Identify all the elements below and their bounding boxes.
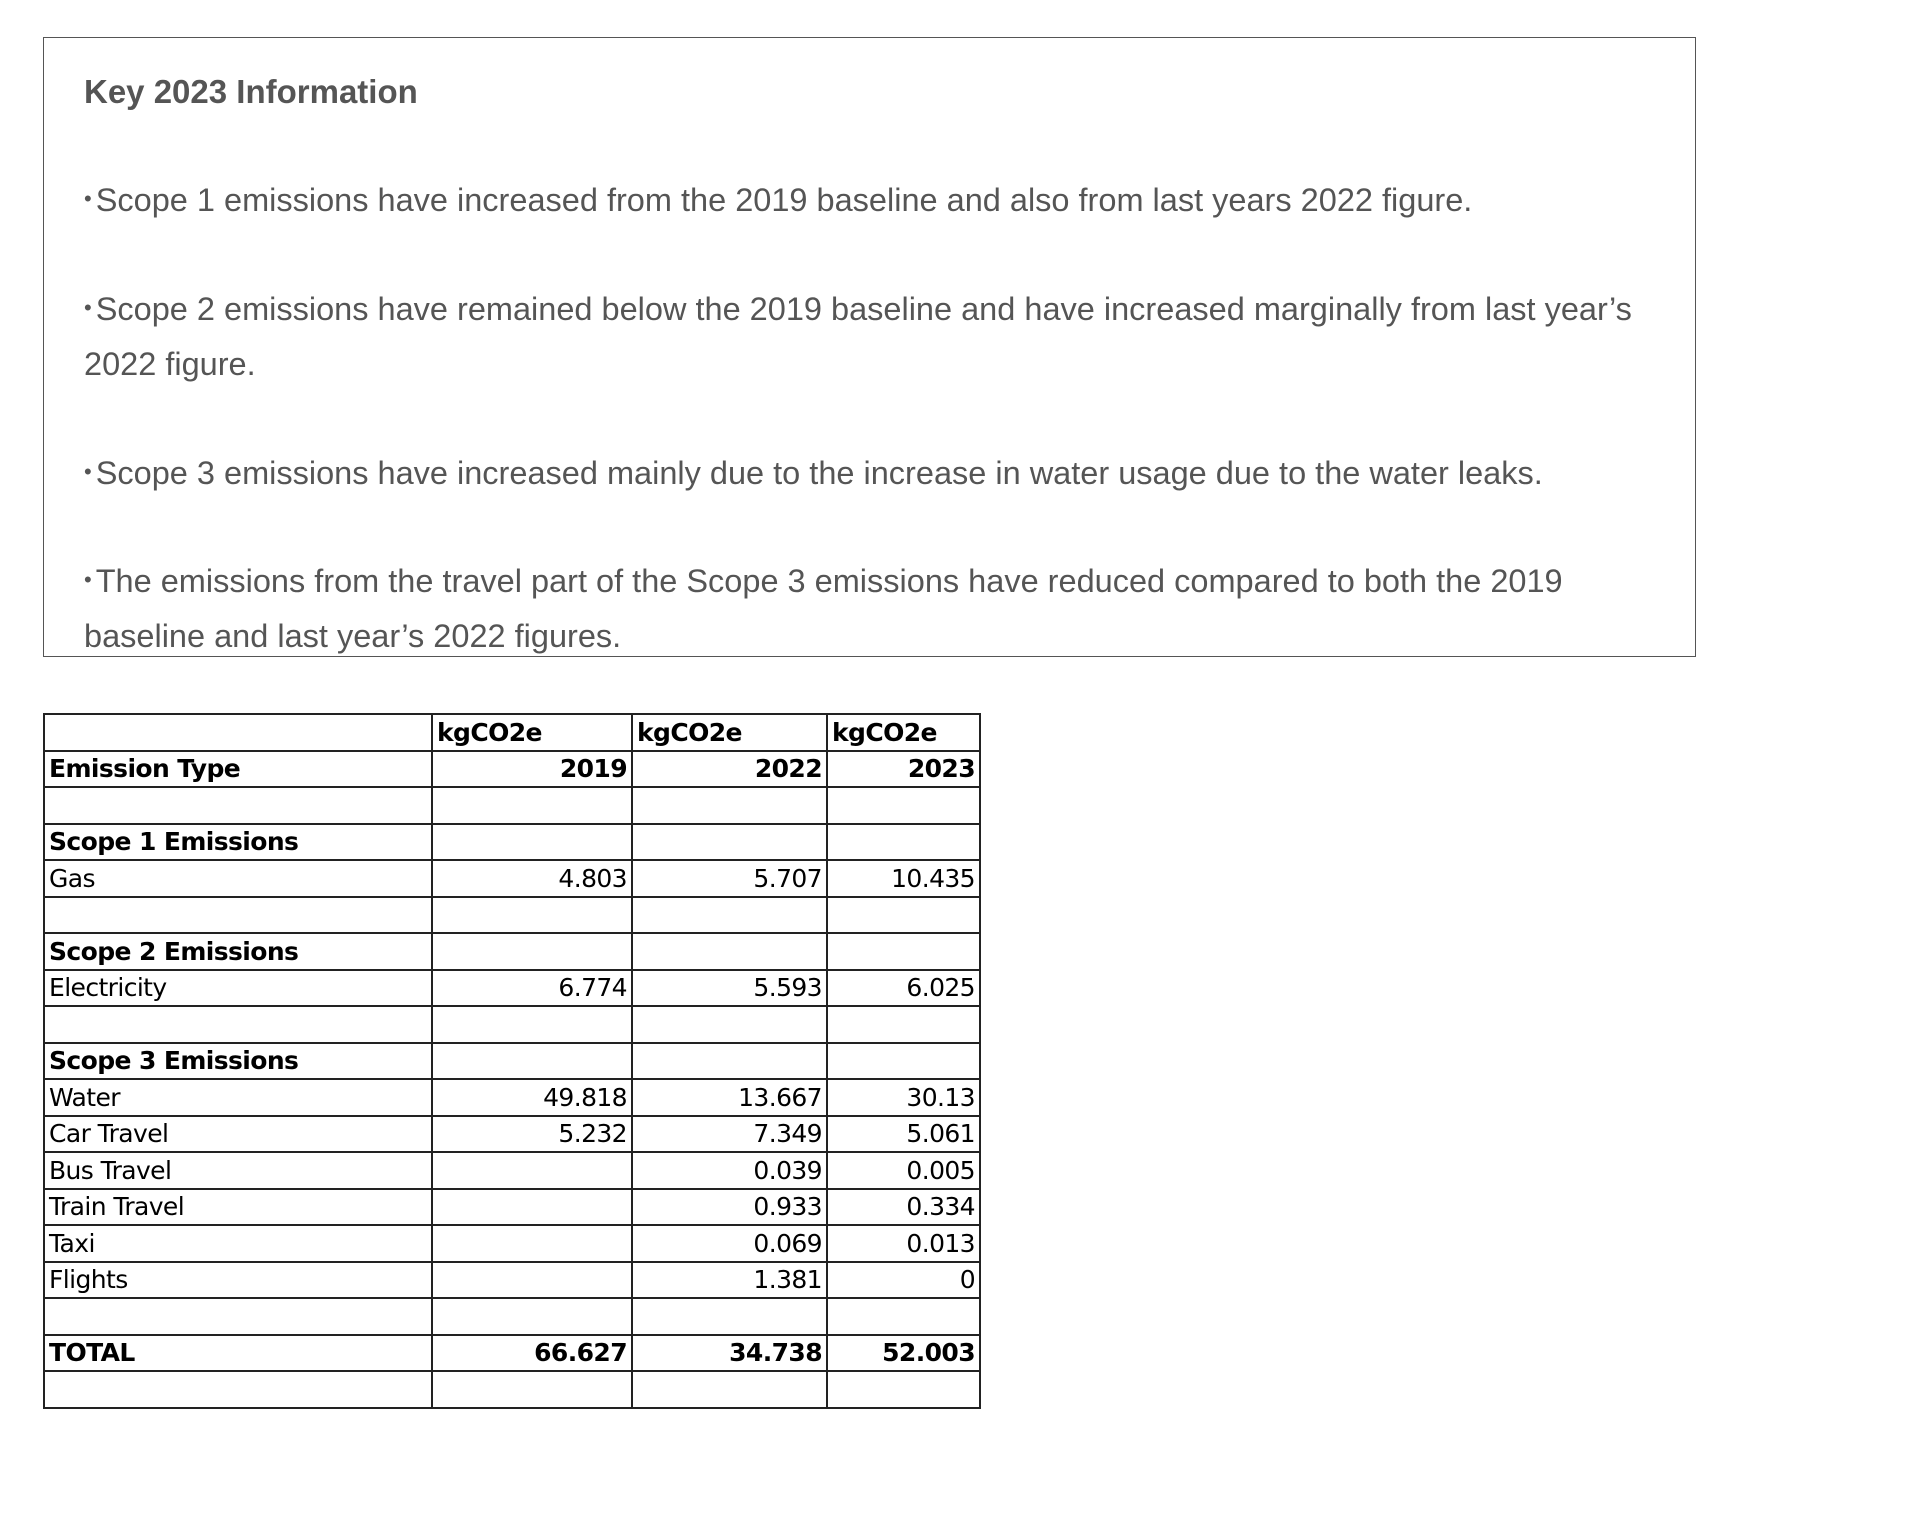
value-cell [432,1189,632,1226]
table-row [44,1079,980,1116]
info-bullet [84,553,1664,663]
value-cell: 5.593 [632,970,827,1007]
table-row [44,1189,980,1226]
row-label-cell: Scope 2 Emissions [44,933,432,970]
row-label-cell: TOTAL [44,1335,432,1372]
bullet-text: Scope 2 emissions have remained below the 2019 baseline and have increased marginally from last year’s 2022 figure. [84,291,1632,382]
value-cell: 0.039 [632,1152,827,1189]
value-cell: 34.738 [632,1335,827,1372]
value-cell: 0.069 [632,1225,827,1262]
table-row [44,1262,980,1299]
column-header-emission-type: Emission Type [44,751,432,788]
row-label-cell [44,1298,432,1335]
unit-cell [44,714,432,751]
value-cell [432,824,632,861]
row-label-cell: Electricity [44,970,432,1007]
table-row [44,970,980,1007]
table-row [44,860,980,897]
value-cell [632,1043,827,1080]
value-cell [827,1006,980,1043]
row-label-cell [44,1371,432,1408]
row-label-cell: Scope 1 Emissions [44,824,432,861]
table-row [44,1298,980,1335]
value-cell [632,1371,827,1408]
value-cell [632,824,827,861]
value-cell: 10.435 [827,860,980,897]
value-cell [432,1006,632,1043]
table-row [44,1371,980,1408]
value-cell [632,1298,827,1335]
info-bullet [84,281,1664,391]
value-cell: 5.061 [827,1116,980,1153]
row-label-cell [44,1006,432,1043]
unit-cell: kgCO2e [432,714,632,751]
table-row [44,933,980,970]
emissions-table [43,713,981,1409]
value-cell: 52.003 [827,1335,980,1372]
value-cell [827,1043,980,1080]
value-cell [432,1262,632,1299]
table-row [44,1335,980,1372]
row-label-cell [44,787,432,824]
value-cell: 5.232 [432,1116,632,1153]
value-cell [827,1298,980,1335]
table-row [44,1116,980,1153]
bullet-dot: • [84,459,92,484]
value-cell: 49.818 [432,1079,632,1116]
row-label-cell: Bus Travel [44,1152,432,1189]
value-cell [432,1152,632,1189]
unit-cell: kgCO2e [632,714,827,751]
value-cell [827,933,980,970]
value-cell [432,787,632,824]
bullet-text: Scope 1 emissions have increased from the 2019 baseline and also from last years 2022 figure. [95,182,1473,218]
value-cell [827,897,980,934]
value-cell [827,1371,980,1408]
column-header-year: 2019 [432,751,632,788]
table-row [44,1006,980,1043]
table-row [44,787,980,824]
value-cell: 6.025 [827,970,980,1007]
info-bullet [84,445,1664,501]
table-row [44,824,980,861]
value-cell: 5.707 [632,860,827,897]
row-label-cell: Taxi [44,1225,432,1262]
key-information-box [43,37,1696,657]
table-row [44,897,980,934]
row-label-cell: Flights [44,1262,432,1299]
column-header-year: 2022 [632,751,827,788]
value-cell [632,1006,827,1043]
bullet-text: Scope 3 emissions have increased mainly due to the increase in water usage due to the water leaks. [95,455,1543,491]
row-label-cell: Scope 3 Emissions [44,1043,432,1080]
value-cell: 7.349 [632,1116,827,1153]
value-cell [632,897,827,934]
value-cell [432,897,632,934]
table-row [44,1152,980,1189]
row-label-cell: Water [44,1079,432,1116]
value-cell: 4.803 [432,860,632,897]
value-cell [432,933,632,970]
bullet-text: The emissions from the travel part of the Scope 3 emissions have reduced compared to both the 2019 baseline and last year’s 2022 figures. [84,563,1563,654]
value-cell [432,1371,632,1408]
value-cell: 0.013 [827,1225,980,1262]
value-cell: 30.13 [827,1079,980,1116]
value-cell: 0.005 [827,1152,980,1189]
value-cell: 0.933 [632,1189,827,1226]
info-title: Key 2023 Information [84,73,418,110]
value-cell [632,933,827,970]
bullet-dot: • [84,295,92,320]
value-cell [827,824,980,861]
value-cell: 13.667 [632,1079,827,1116]
header-row [44,751,980,788]
value-cell: 1.381 [632,1262,827,1299]
value-cell [432,1043,632,1080]
table-row [44,1225,980,1262]
value-cell: 6.774 [432,970,632,1007]
table-row [44,1043,980,1080]
column-header-year: 2023 [827,751,980,788]
row-label-cell: Car Travel [44,1116,432,1153]
value-cell [827,787,980,824]
row-label-cell: Train Travel [44,1189,432,1226]
bullet-dot: • [84,567,92,592]
value-cell [432,1298,632,1335]
row-label-cell [44,897,432,934]
value-cell [432,1225,632,1262]
row-label-cell: Gas [44,860,432,897]
value-cell: 66.627 [432,1335,632,1372]
info-bullet [84,172,1664,228]
bullet-dot: • [84,186,92,211]
unit-row [44,714,980,751]
value-cell: 0 [827,1262,980,1299]
value-cell [632,787,827,824]
unit-cell: kgCO2e [827,714,980,751]
value-cell: 0.334 [827,1189,980,1226]
